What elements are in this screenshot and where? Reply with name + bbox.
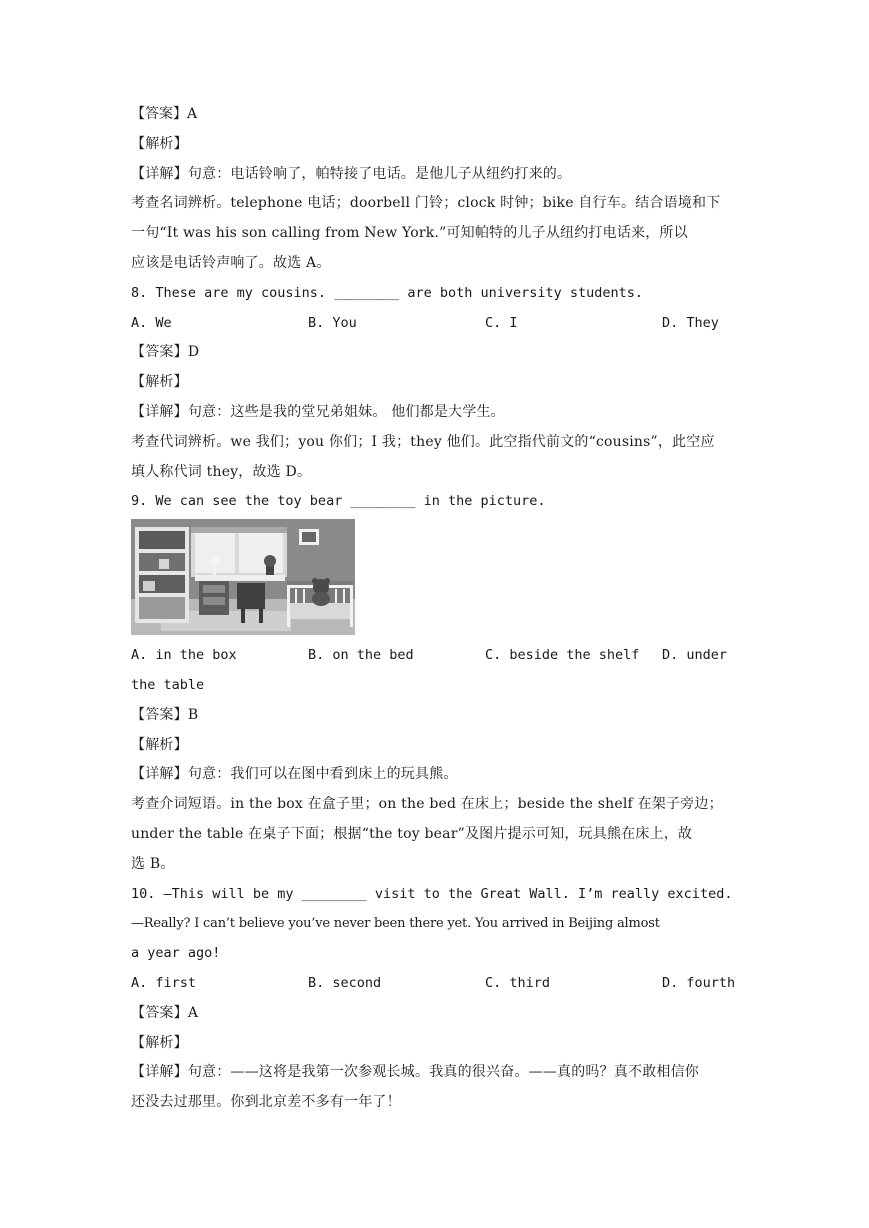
q9-detail-line-2: 考查介词短语。in the box 在盒子里；on the bed 在床上；beside the shelf 在架子旁边； [131,796,723,813]
q9-option-d: D. under [662,647,728,664]
q10-options [131,969,741,999]
q10-analysis-label: 【解析】 [131,1034,188,1051]
q10-option-c: C. third [485,974,551,991]
q10-question-line-2: —Really? I can’t believe you’ve never been there yet. You arrived in Beijing almost [131,916,660,932]
q8-option-c: C. I [485,314,518,331]
q10-answer: A [187,1004,199,1021]
q10-answer-line [131,999,741,1029]
q8-analysis-label: 【解析】 [131,374,188,391]
q7-detail-line-3: 一句“It was his son calling from New York.”可知帕特的儿子从纽约打电话来，所以 [131,225,688,242]
detail-label: 【详解】 [131,1064,188,1081]
q10-detail-line-1: 【详解】句意：——这将是我第一次参观长城。我真的很兴奋。——真的吗？真不敢相信你 [131,1064,700,1081]
q8-option-d: D. They [662,314,719,331]
q9-option-c: C. beside the shelf [485,647,640,664]
q9-options [131,641,741,671]
bedroom-picture [131,519,355,635]
q9-option-a: A. in the box [131,647,237,664]
q9-detail-line-3: under the table 在桌子下面；根据“the toy bear”及图片提示可知，玩具熊在床上，故 [131,825,693,842]
q8-option-a: A. We [131,314,172,331]
q9-detail-line-4: 选 B。 [131,855,175,872]
q8-answer: D [187,344,200,361]
q10-question-line-3: a year ago! [131,945,221,962]
q10-option-b: B. second [308,974,382,991]
q8-options [131,309,741,339]
q8-question: 8. These are my cousins. ________ are both university students. [131,284,644,301]
q9-answer-line [131,701,741,731]
q8-detail-line-1: 【详解】句意：这些是我的堂兄弟姐妹。 他们都是大学生。 [131,403,505,420]
q7-detail-line-1: 【详解】句意：电话铃响了，帕特接了电话。是他儿子从纽约打来的。 [131,165,572,182]
q8-detail-line-3: 填人称代词 they，故选 D。 [131,463,312,480]
document-page [131,100,741,1118]
q7-answer-line [131,100,741,130]
q7-detail-line-4: 应该是电话铃声响了。故选 A。 [131,254,331,271]
answer-label: 【答案】 [131,344,188,361]
q9-option-d-wrap: the table [131,676,205,693]
q10-option-a: A. first [131,974,197,991]
answer-label: 【答案】 [131,706,188,723]
q10-option-d: D. fourth [662,974,736,991]
q9-detail-line-1: 【详解】句意：我们可以在图中看到床上的玩具熊。 [131,766,458,783]
q9-question: 9. We can see the toy bear ________ in the picture. [131,493,546,510]
q9-answer: B [187,706,199,723]
detail-label: 【详解】 [131,165,188,182]
detail-label: 【详解】 [131,403,188,420]
q8-detail-line-2: 考查代词辨析。we 我们；you 你们；I 我；they 他们。此空指代前文的“cousins”，此空应 [131,433,715,450]
q10-detail-line-2: 还没去过那里。你到北京差不多有一年了！ [131,1094,401,1111]
q9-option-b: B. on the bed [308,647,414,664]
answer-label: 【答案】 [131,1004,188,1021]
detail-label: 【详解】 [131,766,188,783]
q7-answer: A [187,106,198,122]
answer-label: 【答案】 [131,106,187,122]
q7-detail-line-2: 考查名词辨析。telephone 电话；doorbell 门铃；clock 时钟；bike 自行车。结合语境和下 [131,195,721,212]
q7-analysis-label: 【解析】 [131,135,188,152]
q10-question-line-1: 10. —This will be my ________ visit to the Great Wall. I’m really excited. [131,885,733,902]
q8-answer-line [131,338,741,368]
q9-analysis-label: 【解析】 [131,736,188,753]
q8-option-b: B. You [308,314,357,331]
